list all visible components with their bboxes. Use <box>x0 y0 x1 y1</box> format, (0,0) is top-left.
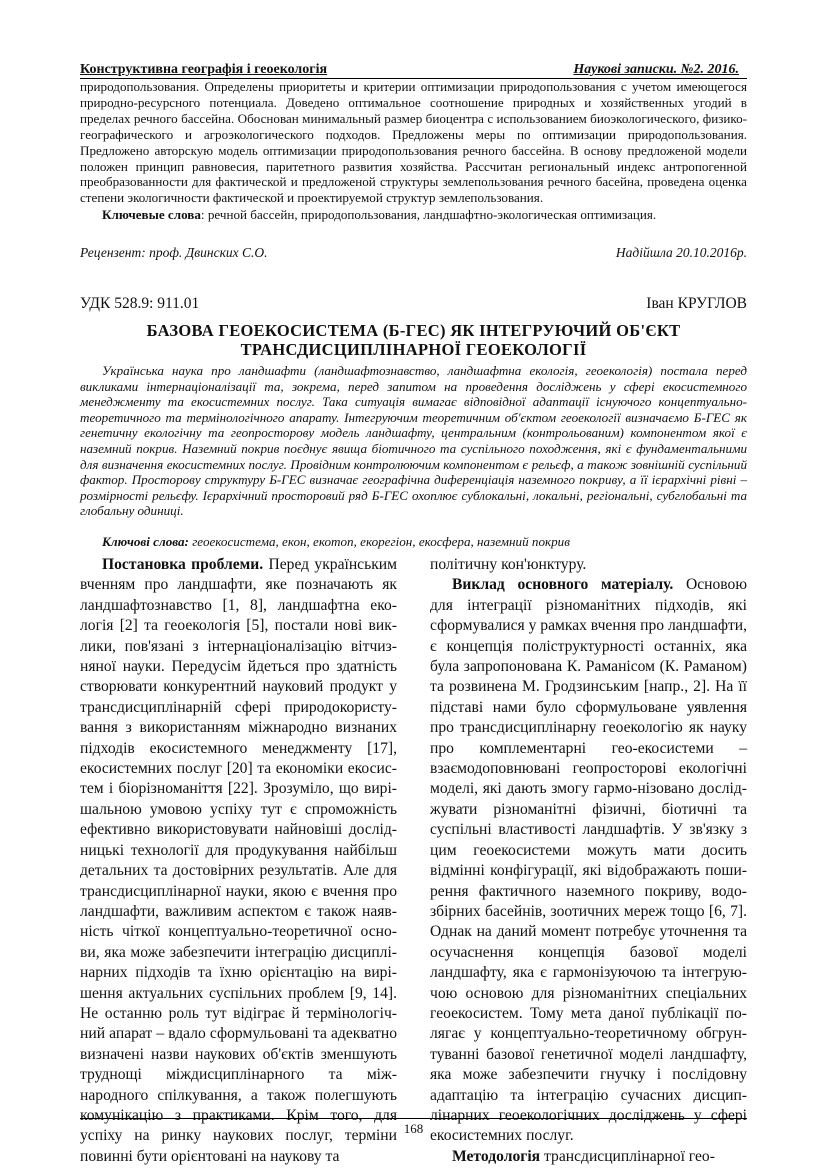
main-paragraph <box>430 575 747 1146</box>
left-column <box>80 555 397 1167</box>
article-abstract: Українська наука про ландшафти (ландшафтознавство, ландшафтна екологія, геоекологія) постала перед викликами інтернаціоналізації та, зокрема, перед запитом на проведення досліджень у сфері екосистемного менеджменту та екосистемних послуг. Така ситуація вимагає відповідної адаптації існуючого концептуально-теоретичного та термінологічного апарату. Інтегруючим теоретичним об'єктом геоекології визначаємо Б-ГЕС як генетичну екологічну та геопросторову модель ландшафту, центральним (контрольованим) компонентом якої є наземний покрив. Наземний покрив поєднує явища біотичного та суспільного походження, які є фундаментальними для визначення екосистемних послуг. Провідним контролюючим компонентом є рельєф, а також зовнішній суспільний фактор. Просторову структуру Б-ГЕС визначає географічна диференціація наземного покриву, а її ієрархічні рівні – розмірності рельєфу. Ієрархічний просторовий ряд Б-ГЕС охоплює сублокальні, локальні, регіональні, субглобальні та глобальну одиниці. <box>80 363 747 519</box>
reviewer-line <box>80 245 747 261</box>
author-name: Іван КРУГЛОВ <box>646 295 747 312</box>
main-heading: Виклад основного матеріалу. <box>452 576 674 594</box>
title-line-2: ТРАНСДИСЦИПЛІНАРНОЇ ГЕОЕКОЛОГІЇ <box>240 340 587 359</box>
page-number: 168 <box>80 1118 747 1137</box>
title-line-1: БАЗОВА ГЕОЕКОСИСТЕМА (Б-ГЕС) ЯК ІНТЕГРУЮЧИЙ ОБ'ЄКТ <box>146 321 681 340</box>
problem-text: Перед українським вченням про ландшафти, яке позначають як ландшафтознавство [1, 8], ландшафтна екологія [2] та геоекологія [5], постали нові виклики, пов'язані з інтернаціоналізацію вітчизняної науки. Передусім йдеться про здатність створювати конкурентний науковий продукт у трансдисциплінарній сфері природокористування з використанням міжнародно визнаних підходів екосистемного менеджменту [17], екосистемних послуг [20] та економіки екосистем і біорізноманіття [22]. Зрозуміло, що вирішальною умовою успіху тут є спроможність ефективно використовувати найновіші дослідницькі технології для продукування найбільш детальних та достовірних результатів. Але для трансдисциплінарної науки, якою є вчення про ландшафти, важливим аспектом є також наявність чіткої концептуально-теоретичної основи, яка може забезпечити інтеграцію дисциплінарних підходів та їхню орієнтацію на вирішення актуальних суспільних проблем [9, 14]. Не останню роль тут відіграє й термінологічний апарат – вдало сформульовані та адекватно визначені назви наукових об'єктів зменшують труднощі міждисциплінарного та міжнародного спілкування, а також полегшують комунікацію з практиками. Крім того, для успіху на ринку наукових послуг, терміни повинні бути орієнтовані на наукову та <box>80 556 397 1165</box>
section-title: Конструктивна географія і геоекологія <box>80 62 328 77</box>
continued-text: політичну кон'юнктуру. <box>430 556 587 573</box>
previous-keywords <box>80 207 747 223</box>
running-header <box>80 62 747 79</box>
journal-title: Наукові записки. №2. 2016. <box>573 62 739 77</box>
problem-paragraph <box>80 555 397 1167</box>
udk-code: УДК 528.9: 911.01 <box>80 295 200 312</box>
previous-keywords-text: : речной бассейн, природопользования, ландшафтно-экологическая оптимизация. <box>200 207 657 223</box>
right-column <box>430 555 747 1167</box>
previous-keywords-label: Ключевые слова <box>102 207 201 223</box>
article-keywords <box>80 534 747 550</box>
problem-heading: Постановка проблеми. <box>102 556 264 573</box>
article-title <box>80 321 747 359</box>
previous-abstract: природопользования. Определены приоритеты и критерии оптимизации природопользования с учетом имеющегося природно-ресурсного потенциала. Доведено оптимальное соотношение природных и хозяйственных угодий в пределах речного бассейна. Обоснован минимальный размер биоцентра с использованием биоэкологического, физико-географического и агроэкологического подходов. Предложены меры по оптимизации природопользования. Предложено авторскую модель оптимизации природопользования речного бассейна. В основу предложеной модели положен принцип равновесия, паритетного развития хозяйства. Рассчитан региональный индекс антропогенной преобразованности для фактической и предложеной структуры землепользования речного басейна, проведена оценка степени экологичности фактической и проектируемой структур землепользования. <box>80 79 747 206</box>
methodology-heading: Методологія <box>452 1147 541 1165</box>
keywords-text: геоекосистема, екон, екотоп, екорегіон, екосфера, наземний покрив <box>188 534 570 549</box>
methodology-text: трансдисциплінарної гео- <box>540 1147 715 1165</box>
udk-line <box>80 295 747 313</box>
received-date: Надійшла 20.10.2016р. <box>615 245 747 260</box>
methodology-paragraph <box>430 1147 747 1167</box>
main-text: Основою для інтеграції різноманітних підходів, які сформувалися у рамках вчення про ландшафти, є концепція поліструктурності останніх, яка була запропонована К. Раманісом (К. Раманом) та розвинена М. Гродзинським [напр., 2]. На її підставі нами було сформульоване уявлення про трансдисциплінарну геоекологію як науку про комплементарні гео-екосистеми – взаємодоповнювані геопросторові екологічні моделі, які дають змогу гармо-нізовано досліджувати різноманітні фізичні, біотичні та суспільні властивості ландшафтів. У зв'язку з цим геоекосистеми можуть мати досить відмінні конфігурації, які відображають поширення фактичного наземного покриву, водозбірних басейнів, зоотичних мереж тощо [6, 7]. Однак на даний момент потребує уточнення та осучаснення концепція базової моделі ландшафту, яка є гармонізуючою та інтегруючою основою для різноманітних спеціальних геоекосистем. Тому мета даної публікації полягає у концептуально-теоретичному обгрунтуванні базової генетичної моделі ландшафту, яка може забезпечити гнучку і послідовну адаптацію та інтеграцію сучасних дисциплінарних геоекологічних досліджень у сфері екосистемних послуг. <box>430 576 748 1145</box>
reviewer: Рецензент: проф. Двинских С.О. <box>80 245 268 260</box>
keywords-label: Ключові слова: <box>102 534 189 549</box>
previous-article-tail <box>80 79 747 223</box>
